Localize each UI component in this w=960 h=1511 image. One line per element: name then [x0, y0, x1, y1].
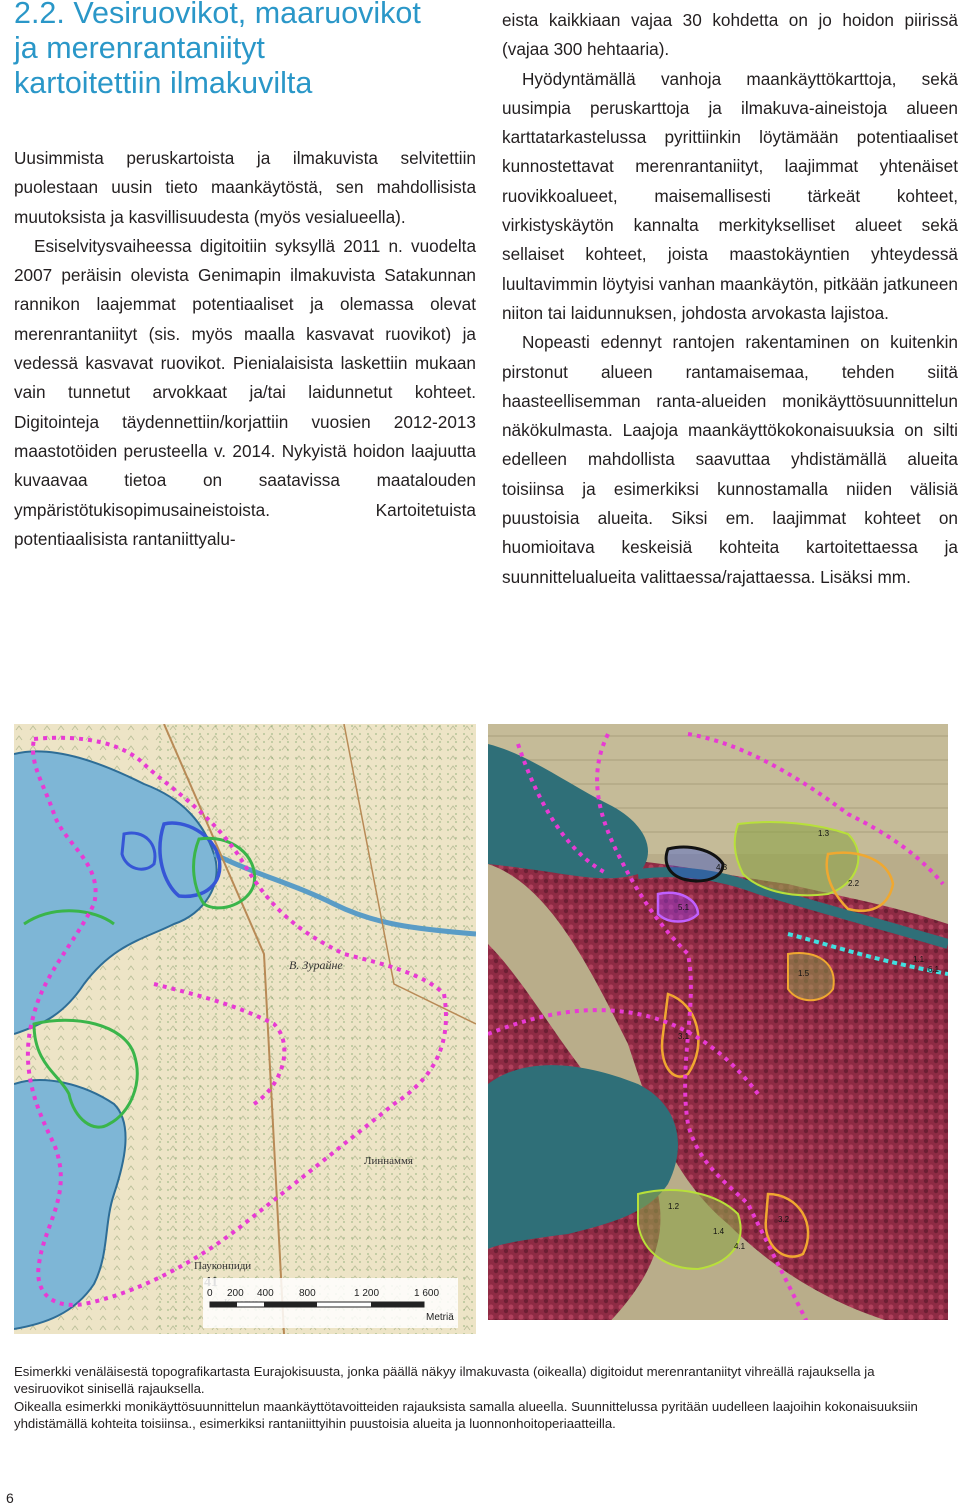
scale-unit: Metriä	[426, 1312, 454, 1323]
place-label: Пауконпиди	[194, 1260, 252, 1272]
scale-label: 800	[299, 1288, 316, 1299]
polygon-label: 5.1	[678, 903, 690, 912]
place-label: B. Зурайне	[289, 958, 343, 972]
polygon-label: 2.2	[848, 879, 860, 888]
right-paragraph-1: eista kaikkiaan vajaa 30 kohdetta on jo hoidon piirissä (vajaa 300 hehtaaria).	[502, 10, 958, 60]
polygon-label: 1.5	[798, 969, 810, 978]
scale-label: 400	[257, 1288, 274, 1299]
topographic-map	[14, 724, 476, 1334]
heading-line-1: 2.2. Vesiruovikot, maaruovikot	[14, 0, 421, 30]
scale-label: 0	[207, 1288, 213, 1299]
heading-line-3: kartoitettiin ilmakuvilta	[14, 66, 313, 100]
left-text-column	[14, 144, 476, 554]
right-paragraph-2: Hyödyntämällä vanhoja maankäyttökarttoja, sekä uusimpia peruskarttoja ja ilmakuva-aineistoja alueen karttatarkastelussa pyrittiinkin löytämään potentiaaliset kunnostettavat merenrantaniityt, laajimmat yhtenäiset ruovikkoalueet, maisemallisesti tärkeät kohteet, virkistyskäytön kannalta merkitykselliset alueet sekä sellaiset kohteet, joista maastokäyntien yhteydessä luultavimmin löytyisi vanhan maankäytön, pitkään jatkuneen niiton tai laidunnuksen, johdosta arvokasta lajistoa.	[502, 68, 958, 323]
polygon-label: 1.4	[713, 1227, 725, 1236]
scale-bar	[203, 1278, 458, 1328]
heading-line-2: ja merenrantaniityt	[14, 31, 265, 65]
scale-label: 1 600	[414, 1288, 440, 1299]
aerial-map-graphic	[488, 724, 948, 1334]
polygon-label: 1.2	[668, 1202, 680, 1211]
place-label: Линнаммя	[364, 1155, 413, 1167]
figure-caption	[14, 1363, 946, 1432]
polygon-label: 3.1	[678, 1032, 690, 1041]
polygon-label: 1.3	[818, 829, 830, 838]
aerial-map	[488, 724, 948, 1334]
scale-label: 1 200	[354, 1288, 380, 1299]
polygon-label: 3.2	[778, 1215, 790, 1224]
caption-paragraph-2: Oikealla esimerkki monikäyttösuunnittelun maankäyttötavoitteiden rajauksista samalla alueella. Suunnittelussa pyritään uudelleen laajoihin kokonaisuuksiin yhdistämällä kohteita toisiinsa., esimerkiksi rantaniittyihin puustoisia alueita ja luonnonhoitoperiaatteilla.	[14, 1398, 918, 1431]
polygon-label: 6.1	[928, 965, 940, 974]
polygon-label: 1.1	[913, 955, 925, 964]
section-heading	[14, 0, 484, 101]
right-paragraph-3: Nopeasti edennyt rantojen rakentaminen on kuitenkin pirstonut alueen rantamaisemaa, tehden siitä haasteellisemman ranta-alueiden monikäyttösuunnittelun näkökulmasta. Laajoja maankäyttökokonaisuuksia on silti edelleen mahdollista saavuttaa yhdistämällä alueita toisiinsa ja esimerkiksi kunnostamalla niiden välisiä puustoisia alueita. Siksi em. laajimmat kohteet on huomioitava keskeisiä kohteita kartoitettaessa ja suunnittelualueita valittaessa/rajattaessa. Lisäksi mm.	[502, 332, 958, 587]
map-edge	[488, 1320, 948, 1334]
polygon-label: 4.1	[734, 1242, 746, 1251]
right-text-column	[502, 6, 958, 592]
left-paragraph-1: Uusimmista peruskartoista ja ilmakuvista selvitettiin puolestaan uusin tieto maankäytöstä, sen mahdollisista muutoksista ja kasvillisuudesta (myös vesialueella).	[14, 148, 476, 227]
left-paragraph-2: Esiselvitysvaiheessa digitoitiin syksyllä 2011 n. vuodelta 2007 peräisin olevista Genimapin ilmakuvista Satakunnan rannikon laajemmat potentiaaliset ja olemassa olevat merenrantaniityt (sis. myös maalla kasvavat ruovikot) ja vedessä kasvavat ruovikot. Pienialaisista laskettiin mukaan vain tunnetut arvokkaat ja/tai laidunnetut kohteet. Digitointeja täydennettiin/korjattiin vuosien 2012-2013 maastotöiden perusteella v. 2014. Nykyistä hoidon laajuutta kuvaavaa tietoa on saatavissa maatalouden ympäristötukisopimusaineistoista. Kartoitetuista potentiaalisista rantaniittyalu-	[14, 235, 476, 549]
topographic-map-graphic	[14, 724, 476, 1334]
caption-paragraph-1: Esimerkki venäläisestä topografikartasta Eurajokisuusta, jonka päällä näkyy ilmakuvasta (oikealla) digitoidut merenrantaniityt vihreällä rajauksella ja vesiruovikot sinisellä rajauksella.	[14, 1364, 875, 1397]
page-number: 6	[6, 1490, 14, 1506]
polygon-label: 4.3	[716, 863, 728, 872]
scale-label: 200	[227, 1288, 244, 1299]
